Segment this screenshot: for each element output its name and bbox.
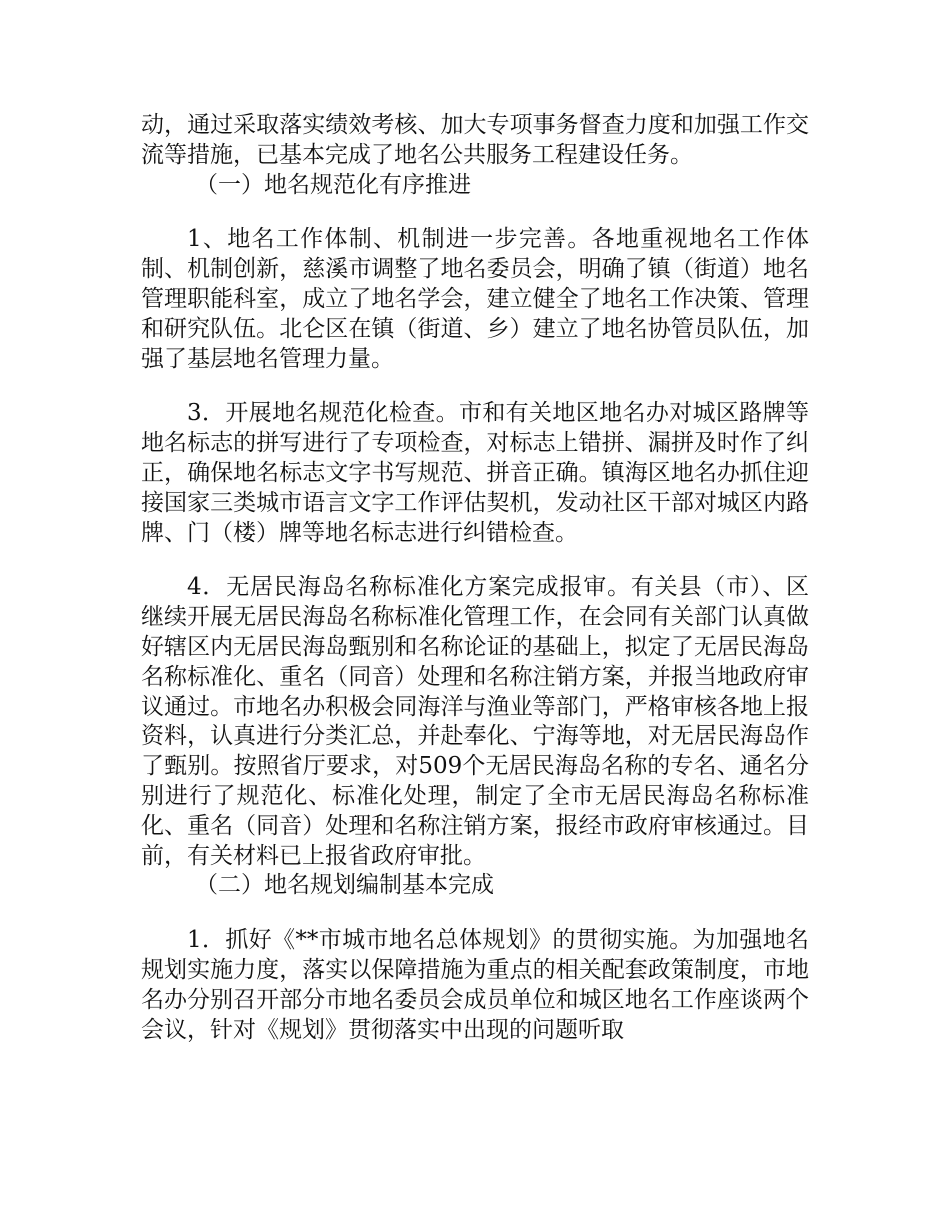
paragraph-item-4: 4．无居民海岛名称标准化方案完成报审。有关县（市）、区继续开展无居民海岛名称标准化管理工作，在会同有关部门认真做好辖区内无居民海岛甄别和名称论证的基础上，拟定了无居民海岛名称标准化、重名（同音）处理和名称注销方案，并报当地政府审议通过。市地名办积极会同海洋与渔业等部门，严格审核各地上报资料，认真进行分类汇总，并赴奉化、宁海等地，对无居民海岛作了甄别。按照省厅要求，对509个无居民海岛名称的专名、通名分别进行了规范化、标准化处理，制定了全市无居民海岛名称标准化、重名（同音）处理和名称注销方案，报经市政府审核通过。目前，有关材料已上报省政府审批。: [141, 574, 809, 869]
paragraph-item-2-1: 1．抓好《**市城市地名总体规划》的贯彻实施。为加强地名规划实施力度，落实以保障措施为重点的相关配套政策制度，市地名办分别召开部分市地名委员会成员单位和城区地名工作座谈两个会议，针对《规划》贯彻落实中出现的问题听取: [141, 927, 809, 1043]
paragraph-intro-continuation: 动，通过采取落实绩效考核、加大专项事务督查力度和加强工作交流等措施，已基本完成了地名公共服务工程建设任务。: [141, 112, 809, 168]
paragraph-item-1: 1、地名工作体制、机制进一步完善。各地重视地名工作体制、机制创新，慈溪市调整了地名委员会，明确了镇（街道）地名管理职能科室，成立了地名学会，建立健全了地名工作决策、管理和研究队伍。北仑区在镇（街道、乡）建立了地名协管员队伍，加强了基层地名管理力量。: [141, 226, 809, 372]
section-heading-2: （二）地名规划编制基本完成: [195, 872, 494, 899]
document-page: [141, 111, 809, 1045]
section-heading-1: （一）地名规范化有序推进: [195, 171, 471, 198]
paragraph-item-3: 3．开展地名规范化检查。市和有关地区地名办对城区路牌等地名标志的拼写进行了专项检查，对标志上错拼、漏拼及时作了纠正，确保地名标志文字书写规范、拼音正确。镇海区地名办抓住迎接国家三类城市语言文字工作评估契机，发动社区干部对城区内路牌、门（楼）牌等地名标志进行纠错检查。: [141, 400, 809, 546]
